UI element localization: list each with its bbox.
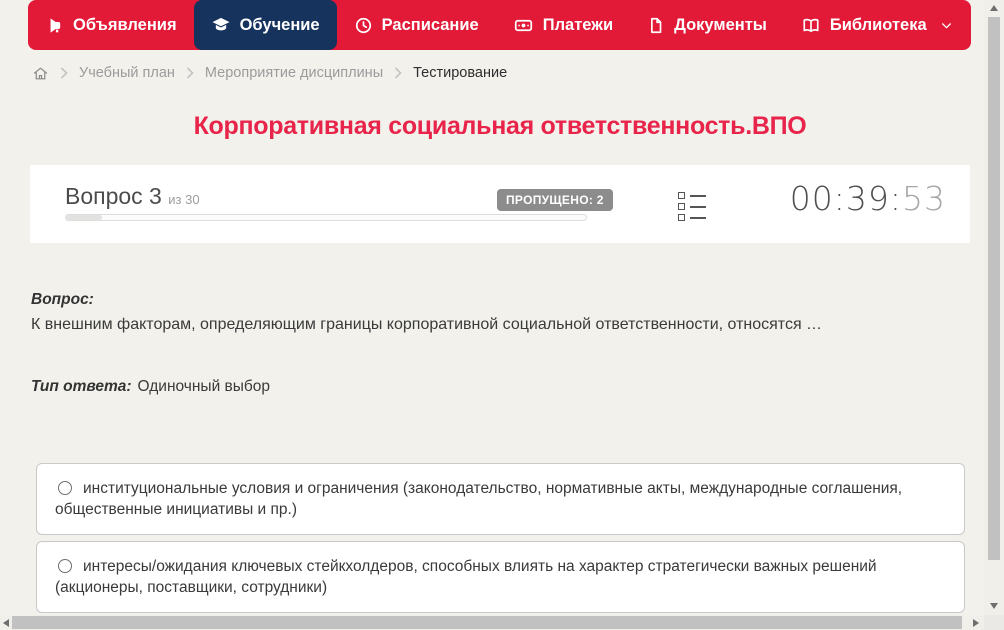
breadcrumb-item-testing: Тестирование [413,65,508,81]
nav-item-label: Библиотека [829,15,927,34]
page-title: Корпоративная социальная ответственность.ВПО [193,112,807,140]
main-nav [28,0,971,50]
question-number-label: Вопрос 3 [65,183,162,209]
home-icon[interactable] [32,65,49,82]
chevron-right-icon [60,67,68,79]
skipped-badge: ПРОПУЩЕНО: 2 [497,189,613,211]
banknote-icon [513,16,534,35]
answer-options [36,463,965,619]
breadcrumb-item-curriculum[interactable]: Учебный план [79,65,175,81]
nav-item-training[interactable] [194,0,337,50]
horizontal-scrollbar[interactable] [0,615,984,630]
scrollbar-corner [984,615,1004,630]
quiz-progress-bar [65,214,587,221]
timer-seconds: 53 [902,179,946,218]
scroll-right-arrow-icon[interactable] [973,619,979,627]
nav-item-label: Объявления [73,15,177,34]
question-list-icon[interactable] [678,192,706,225]
timer-hours-minutes: 00:39: [789,179,902,218]
chevron-right-icon [186,67,194,79]
quiz-progress-fill [66,215,102,220]
nav-item-label: Платежи [542,15,614,34]
horizontal-scrollbar-thumb[interactable] [12,616,962,629]
breadcrumb-item-discipline-event[interactable]: Мероприятие дисциплины [204,65,384,81]
scroll-down-arrow-icon[interactable] [990,603,998,609]
radio-button[interactable] [58,559,72,573]
question-total-label: из 30 [168,192,200,207]
answer-option-label: интересы/ожидания ключевых стейкхолдеров, способных влиять на характер стратегически важных решений (акционеры, поставщики, сотрудники) [55,558,877,596]
answer-option-label: институциональные условия и ограничения (законодательство, нормативные акты, международные соглашения, общественные инициативы и пр.) [55,480,903,518]
nav-item-schedule[interactable] [337,0,496,50]
answer-type-value: Одиночный выбор [137,378,271,395]
vertical-scrollbar-thumb[interactable] [988,17,1000,560]
question-heading: Вопрос: [31,291,94,308]
open-book-icon [801,16,821,35]
vertical-scrollbar[interactable] [984,0,1004,615]
nav-item-label: Обучение [239,15,320,34]
question-number [65,183,200,210]
nav-item-announcements[interactable] [28,0,194,50]
quiz-header-card [30,165,970,243]
nav-item-payments[interactable] [496,0,630,50]
megaphone-icon [45,16,64,35]
chevron-right-icon [394,67,402,79]
nav-item-documents[interactable] [630,0,784,50]
nav-item-library[interactable] [784,0,970,50]
question-text: К внешним факторам, определяющим границы корпоративной социальной ответственности, относятся … [31,316,823,333]
answer-type-label: Тип ответа: [31,378,132,395]
breadcrumb [32,62,507,84]
chevron-down-icon [940,19,953,32]
graduation-cap-icon [211,15,231,35]
nav-item-label: Документы [674,15,767,34]
scroll-left-arrow-icon[interactable] [3,619,9,627]
document-icon [647,16,665,35]
clock-icon [354,16,373,35]
countdown-timer [790,179,946,218]
answer-option[interactable] [36,541,965,613]
radio-button[interactable] [58,481,72,495]
nav-item-label: Расписание [381,15,479,34]
answer-option[interactable] [36,463,965,535]
answer-type-line [31,378,270,396]
scroll-up-arrow-icon[interactable] [990,5,998,11]
